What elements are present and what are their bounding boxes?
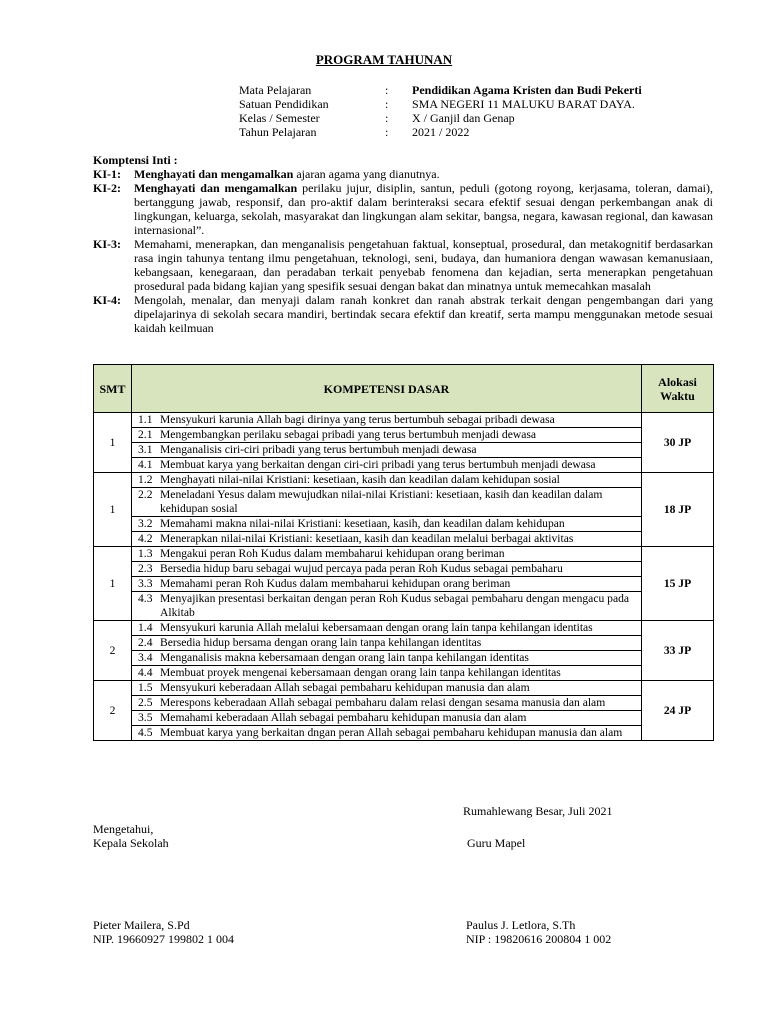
header-alokasi-waktu [642,365,714,413]
identity-value: 2021 / 2022 [412,125,470,139]
table-row [94,621,714,636]
kd-number: 3.3 [138,577,153,590]
kd-text: Merespons keberadaan Allah sebagai pembaharu dalam relasi dengan sesama manusia dan alam [160,696,606,709]
kompetensi-dasar-cell [132,666,642,681]
identity-label: Satuan Pendidikan [239,97,329,111]
kd-entry [138,592,639,620]
kd-text: Menghayati nilai-nilai Kristiani: kesetiaan, kasih dan keadilan dalam kehidupan sosial [160,473,560,486]
header-kompetensi-dasar: KOMPETENSI DASAR [132,365,642,413]
kompetensi-dasar-cell [132,562,642,577]
ki-code: KI-4: [93,293,121,307]
document-title: PROGRAM TAHUNAN [315,52,453,67]
ki-text [134,237,713,293]
ki-bold-lead: Menghayati dan mengamalkan [134,181,298,195]
table-row [94,413,714,428]
kd-text: Menganalisis ciri-ciri pribadi yang terus bertumbuh menjadi dewasa [160,443,477,456]
kompetensi-dasar-cell [132,726,642,741]
ki-item [93,293,713,335]
ki-text [134,293,713,335]
kd-number: 2.1 [138,428,153,441]
kd-number: 4.5 [138,726,153,739]
kompetensi-inti-heading: Komptensi Inti : [93,153,178,167]
kd-number: 4.4 [138,666,153,679]
identity-value: SMA NEGERI 11 MALUKU BARAT DAYA. [412,97,635,111]
kd-text: Menyajikan presentasi berkaitan dengan peran Roh Kudus sebagai pembaharu dengan mengacu pada Alkitab [160,592,630,619]
table-row [94,547,714,562]
kd-entry [138,696,639,710]
kompetensi-dasar-cell [132,473,642,488]
table-row [94,562,714,577]
kompetensi-dasar-cell [132,577,642,592]
table-row [94,458,714,473]
kd-entry [138,621,639,635]
kd-text: Memahami makna nilai-nilai Kristiani: kesetiaan, kasih, dan keadilan dalam kehidupan [160,517,565,530]
kompetensi-dasar-cell [132,547,642,562]
kd-text: Membuat karya yang berkaitan dngan peran Allah sebagai pembaharu kehidupan manusia dan alam [160,726,623,739]
kd-number: 2.5 [138,696,153,709]
identity-colon: : [385,83,389,97]
ki-text [134,181,713,237]
kd-number: 1.3 [138,547,153,560]
kd-text: Membuat proyek mengenai kebersamaan dengan orang lain tanpa kehilangan identitas [160,666,561,679]
kd-entry [138,413,639,427]
kd-number: 2.4 [138,636,153,649]
ki-body: Mengolah, menalar, dan menyaji dalam ranah konkret dan ranah abstrak terkait dengan pengembangan dari yang dipelajarinya di sekolah secara mandiri, bertindak secara efektif dan kreatif, serta mampu menggunakan metode sesuai kaidah keilmuan [134,293,713,335]
ki-code: KI-3: [93,237,121,251]
kompetensi-dasar-cell [132,488,642,517]
semester-cell: 1 [94,547,132,621]
kd-entry [138,636,639,650]
kompetensi-dasar-cell [132,681,642,696]
kd-entry [138,532,639,546]
kd-text: Mengembangkan perilaku sebagai pribadi yang terus bertumbuh menjadi dewasa [160,428,537,441]
table-row [94,532,714,547]
identity-colon: : [385,111,389,125]
teacher-title: Guru Mapel [467,836,526,850]
ki-body: perilaku jujur, disiplin, santun, peduli (gotong royong, kerjasama, toleran, damai), bertanggung jawab, responsif, dan pro-aktif dalam berinteraksi secara efektif sesuai dengan perkembangan anak di lingkungan, keluarga, sekolah, masyarakat dan lingkungan alam sekitar, bangsa, negara, kawasan regional, dan kawasan internasional”. [134,181,713,237]
kd-entry [138,562,639,576]
kd-entry [138,443,639,457]
kompetensi-dasar-cell [132,428,642,443]
kd-text: Memahami peran Roh Kudus dalam membaharui kehidupan orang beriman [160,577,511,590]
teacher-name: Paulus J. Letlora, S.Th [466,918,576,932]
kd-text: Membuat karya yang berkaitan dengan ciri-ciri pribadi yang terus bertumbuh menjadi dewasa [160,458,596,471]
identity-block [239,83,642,139]
kd-text: Memahami keberadaan Allah sebagai pembaharu kehidupan manusia dan alam [160,711,527,724]
table-header-row [94,365,714,413]
kd-number: 3.1 [138,443,153,456]
semester-cell: 2 [94,681,132,741]
kd-number: 3.5 [138,711,153,724]
kd-entry [138,726,639,740]
identity-row [239,125,642,139]
kd-text: Bersedia hidup bersama dengan orang lain tanpa kehilangan identitas [160,636,482,649]
kd-entry [138,666,639,680]
kompetensi-dasar-cell [132,651,642,666]
table-row [94,651,714,666]
kd-number: 2.2 [138,488,153,501]
table-row [94,636,714,651]
kd-number: 3.4 [138,651,153,664]
table-row [94,711,714,726]
kd-text: Mensyukuri keberadaan Allah sebagai pembaharu kehidupan manusia dan alam [160,681,530,694]
place-date: Rumahlewang Besar, Juli 2021 [463,804,613,818]
kd-number: 4.1 [138,458,153,471]
alokasi-waktu-cell: 15 JP [642,547,714,621]
identity-label: Mata Pelajaran [239,83,312,97]
ki-code: KI-2: [93,181,121,195]
kompetensi-dasar-table [93,364,714,741]
kompetensi-dasar-cell [132,532,642,547]
kd-text: Menerapkan nilai-nilai Kristiani: kesetiaan, kasih dan keadilan melalui berbagai aktivitas [160,532,574,545]
identity-row [239,97,642,111]
kompetensi-dasar-cell [132,592,642,621]
header-smt: SMT [94,365,132,413]
table-row [94,473,714,488]
principal-nip: NIP. 19660927 199802 1 004 [93,932,235,946]
kompetensi-dasar-cell [132,696,642,711]
identity-label: Kelas / Semester [239,111,320,125]
ki-text [134,167,713,181]
kd-entry [138,458,639,472]
kd-entry [138,547,639,561]
alokasi-waktu-cell: 18 JP [642,473,714,547]
kd-number: 4.3 [138,592,153,605]
principal-name: Pieter Mailera, S.Pd [93,918,190,932]
identity-value: X / Ganjil dan Genap [412,111,515,125]
kompetensi-dasar-cell [132,458,642,473]
kd-number: 1.2 [138,473,153,486]
kompetensi-dasar-cell [132,711,642,726]
kd-entry [138,711,639,725]
identity-colon: : [385,125,389,139]
ki-body: Memahami, menerapkan, dan menganalisis pengetahuan faktual, konseptual, prosedural, dan metakognitif berdasarkan rasa ingin tahunya tentang ilmu pengetahuan, teknologi, seni, budaya, dan humaniora dengan wawasan kemanusiaan, kebangsaan, kenegaraan, dan peradaban terkait penyebab fenomena dan kejadian, serta menerapkan pengetahuan prosedural pada bidang kajian yang spesifik sesuai dengan bakat dan minatnya untuk memecahkan masalah [134,237,713,293]
header-alokasi-waktu-label: Alokasi Waktu [658,374,697,403]
ki-code: KI-1: [93,167,121,181]
kd-number: 1.4 [138,621,153,634]
alokasi-waktu-cell: 33 JP [642,621,714,681]
ki-body: ajaran agama yang dianutnya. [293,167,440,181]
identity-row [239,83,642,97]
ki-bold-lead: Menghayati dan mengamalkan [134,167,294,181]
kd-entry [138,577,639,591]
table-row [94,517,714,532]
semester-cell: 2 [94,621,132,681]
ki-item [93,181,713,237]
kd-entry [138,651,639,665]
table-row [94,577,714,592]
table-row [94,443,714,458]
kd-text: Mengakui peran Roh Kudus dalam membaharui kehidupan orang beriman [160,547,505,560]
kompetensi-dasar-cell [132,443,642,458]
kd-text: Bersedia hidup baru sebagai wujud percaya pada peran Roh Kudus sebagai pembaharu [160,562,563,575]
kompetensi-inti-section [93,153,713,335]
table-row [94,726,714,741]
kd-text: Mensyukuri karunia Allah melalui kebersamaan dengan orang lain tanpa kehilangan identitas [160,621,593,634]
kd-number: 1.5 [138,681,153,694]
semester-cell: 1 [94,473,132,547]
kd-entry [138,488,639,516]
kompetensi-dasar-cell [132,517,642,532]
kompetensi-dasar-cell [132,636,642,651]
kd-number: 3.2 [138,517,153,530]
identity-colon: : [385,97,389,111]
acknowledge-label: Mengetahui, [93,822,154,836]
kd-text: Menganalisis makna kebersamaan dengan orang lain tanpa kehilangan identitas [160,651,529,664]
kompetensi-inti-list [93,167,713,335]
kd-text: Mensyukuri karunia Allah bagi dirinya yang terus bertumbuh sebagai pribadi dewasa [160,413,555,426]
kd-entry [138,428,639,442]
table-row [94,428,714,443]
kd-entry [138,681,639,695]
semester-cell: 1 [94,413,132,473]
kd-text: Meneladani Yesus dalam mewujudkan nilai-nilai Kristiani: kesetiaan, kasih dan keadilan dalam kehidupan sosial [160,488,603,515]
kd-number: 1.1 [138,413,153,426]
identity-value: Pendidikan Agama Kristen dan Budi Pekerti [412,83,642,97]
kd-number: 4.2 [138,532,153,545]
table-row [94,488,714,517]
table-row [94,681,714,696]
ki-item [93,237,713,293]
table-row [94,696,714,711]
principal-title: Kepala Sekolah [93,836,169,850]
alokasi-waktu-cell: 24 JP [642,681,714,741]
kd-entry [138,517,639,531]
kompetensi-dasar-cell [132,621,642,636]
table-row [94,592,714,621]
kompetensi-dasar-cell [132,413,642,428]
kd-entry [138,473,639,487]
alokasi-waktu-cell: 30 JP [642,413,714,473]
teacher-nip: NIP : 19820616 200804 1 002 [466,932,612,946]
table-row [94,666,714,681]
identity-label: Tahun Pelajaran [239,125,317,139]
kd-number: 2.3 [138,562,153,575]
ki-item [93,167,713,181]
table-body [94,413,714,741]
identity-row [239,111,642,125]
